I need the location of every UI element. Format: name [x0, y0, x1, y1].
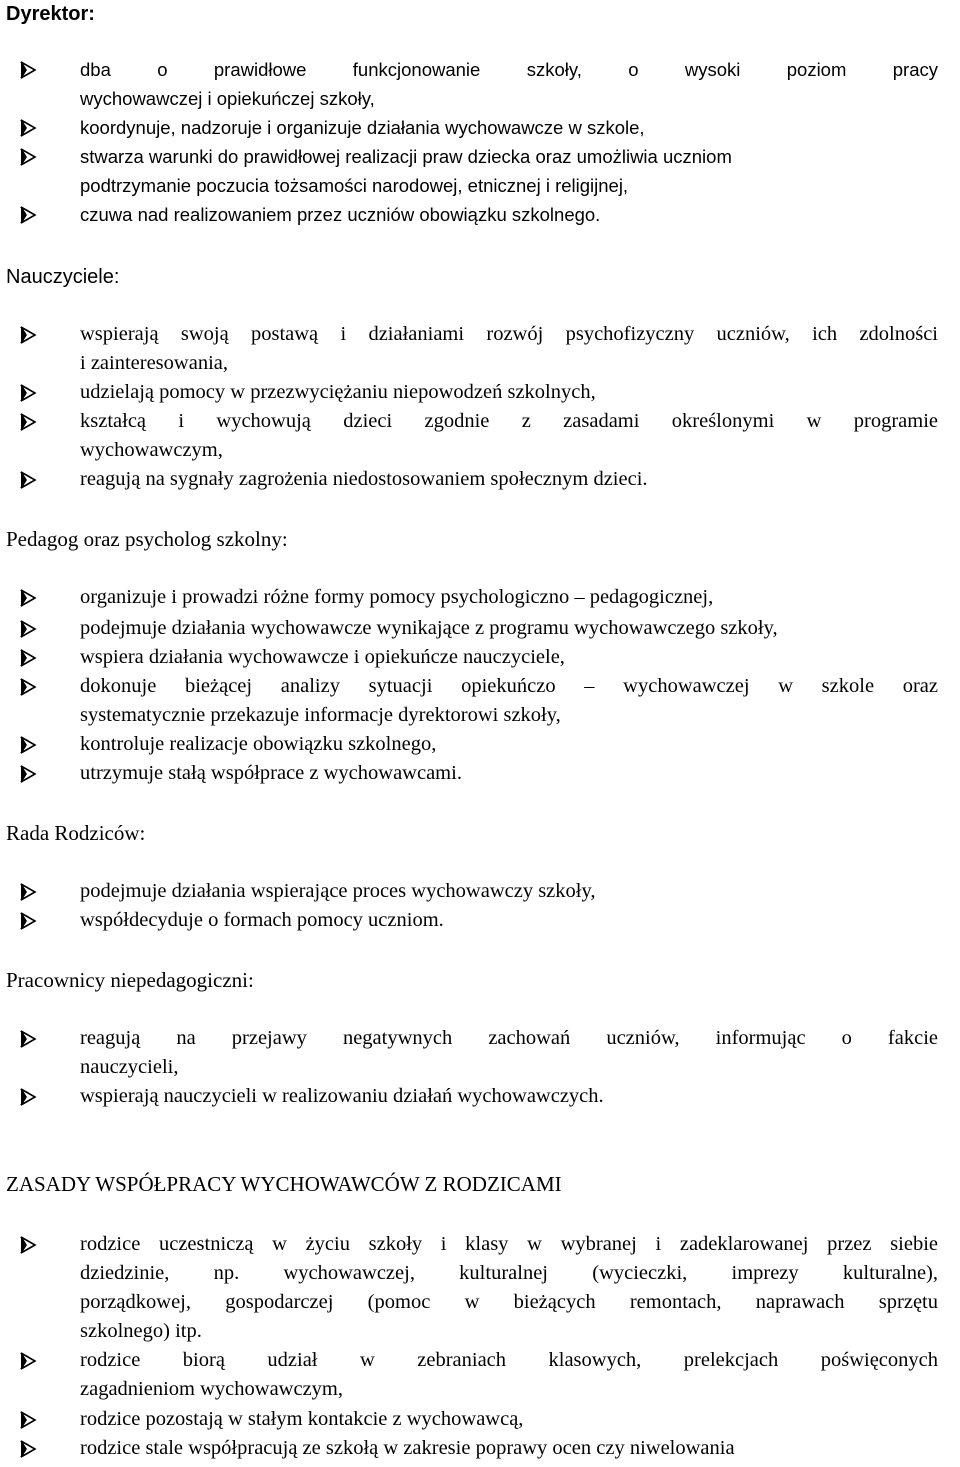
list-item-line: rodzice stale współpracują ze szkołą w zakresie poprawy ocen czy niwelowania [80, 1437, 735, 1459]
arrow-bullet-icon [18, 614, 40, 643]
arrow-bullet-icon [18, 1082, 40, 1111]
arrow-bullet-icon [18, 1405, 40, 1434]
arrow-bullet-icon [18, 142, 40, 171]
list-item-line: systematycznie przekazuje informacje dyrektorowi szkoły, [80, 704, 561, 726]
list-item-line: czuwa nad realizowaniem przez uczniów obowiązku szkolnego. [80, 204, 601, 225]
arrow-bullet-icon [18, 759, 40, 788]
list-item-line: rodzice biorą udział w zebraniach klasowych, prelekcjach poświęconych [80, 1349, 938, 1371]
list-item-line: koordynuje, nadzoruje i organizuje działania wychowawcze w szkole, [80, 117, 645, 138]
section-heading: ZASADY WSPÓŁPRACY WYCHOWAWCÓW Z RODZICAMI [6, 1172, 562, 1196]
section-heading: Dyrektor: [6, 3, 95, 25]
arrow-bullet-icon [18, 672, 40, 701]
arrow-bullet-icon [18, 1434, 40, 1463]
list-item-line: podtrzymanie poczucia tożsamości narodowej, etnicznej i religijnej, [80, 175, 629, 196]
list-item-line: wspiera działania wychowawcze i opiekuńcze nauczyciele, [80, 646, 565, 668]
arrow-bullet-icon [18, 407, 40, 436]
list-item-line: udzielają pomocy w przezwyciężaniu niepowodzeń szkolnych, [80, 381, 596, 403]
list-item-line: organizuje i prowadzi różne formy pomocy psychologiczno – pedagogicznej, [80, 586, 714, 608]
list-item-line: dokonuje bieżącej analizy sytuacji opiekuńczo – wychowawczej w szkole oraz [80, 675, 938, 697]
arrow-bullet-icon [18, 877, 40, 906]
list-item-line: podejmuje działania wychowawcze wynikające z programu wychowawczego szkoły, [80, 617, 778, 639]
section-heading: Rada Rodziców: [6, 821, 146, 845]
list-item-line: nauczycieli, [80, 1056, 179, 1078]
list-item-line: dziedzinie, np. wychowawczej, kulturalnej (wycieczki, imprezy kulturalne), [80, 1262, 938, 1284]
list-item-line: rodzice pozostają w stałym kontakcie z wychowawcą, [80, 1408, 524, 1430]
list-item-line: reagują na sygnały zagrożenia niedostosowaniem społecznym dzieci. [80, 468, 648, 490]
list-item-line: stwarza warunki do prawidłowej realizacji praw dziecka oraz umożliwia uczniom [80, 146, 732, 167]
list-item-line: utrzymuje stałą współprace z wychowawcami. [80, 762, 462, 784]
arrow-bullet-icon [18, 583, 40, 612]
arrow-bullet-icon [18, 55, 40, 84]
arrow-bullet-icon [18, 1346, 40, 1375]
arrow-bullet-icon [18, 1230, 40, 1259]
section-heading: Pedagog oraz psycholog szkolny: [6, 527, 288, 551]
list-item-line: kształcą i wychowują dzieci zgodnie z zasadami określonymi w programie [80, 410, 938, 432]
arrow-bullet-icon [18, 906, 40, 935]
list-item-line: wspierają swoją postawą i działaniami rozwój psychofizyczny uczniów, ich zdolności [80, 323, 938, 345]
list-item-line: kontroluje realizacje obowiązku szkolnego, [80, 733, 437, 755]
list-item-line: porządkowej, gospodarczej (pomoc w bieżących remontach, naprawach sprzętu [80, 1291, 938, 1313]
list-item-line: i zainteresowania, [80, 352, 228, 374]
arrow-bullet-icon [18, 1024, 40, 1053]
section-heading: Nauczyciele: [6, 266, 120, 288]
list-item-line: wspierają nauczycieli w realizowaniu działań wychowawczych. [80, 1085, 604, 1107]
arrow-bullet-icon [18, 320, 40, 349]
arrow-bullet-icon [18, 113, 40, 142]
arrow-bullet-icon [18, 730, 40, 759]
arrow-bullet-icon [18, 200, 40, 229]
list-item-line: wychowawczej i opiekuńczej szkoły, [80, 88, 375, 109]
section-heading: Pracownicy niepedagogiczni: [6, 968, 254, 992]
list-item-line: współdecyduje o formach pomocy uczniom. [80, 909, 444, 931]
arrow-bullet-icon [18, 643, 40, 672]
list-item-line: podejmuje działania wspierające proces wychowawczy szkoły, [80, 880, 596, 902]
list-item-line: rodzice uczestniczą w życiu szkoły i klasy w wybranej i zadeklarowanej przez siebie [80, 1233, 938, 1255]
list-item-line: wychowawczym, [80, 439, 223, 461]
list-item-line: szkolnego) itp. [80, 1320, 202, 1342]
arrow-bullet-icon [18, 378, 40, 407]
list-item-line: reagują na przejawy negatywnych zachowań uczniów, informując o fakcie [80, 1027, 938, 1049]
list-item-line: dba o prawidłowe funkcjonowanie szkoły, o wysoki poziom pracy [80, 59, 938, 80]
list-item-line: zagadnieniom wychowawczym, [80, 1378, 343, 1400]
arrow-bullet-icon [18, 465, 40, 494]
